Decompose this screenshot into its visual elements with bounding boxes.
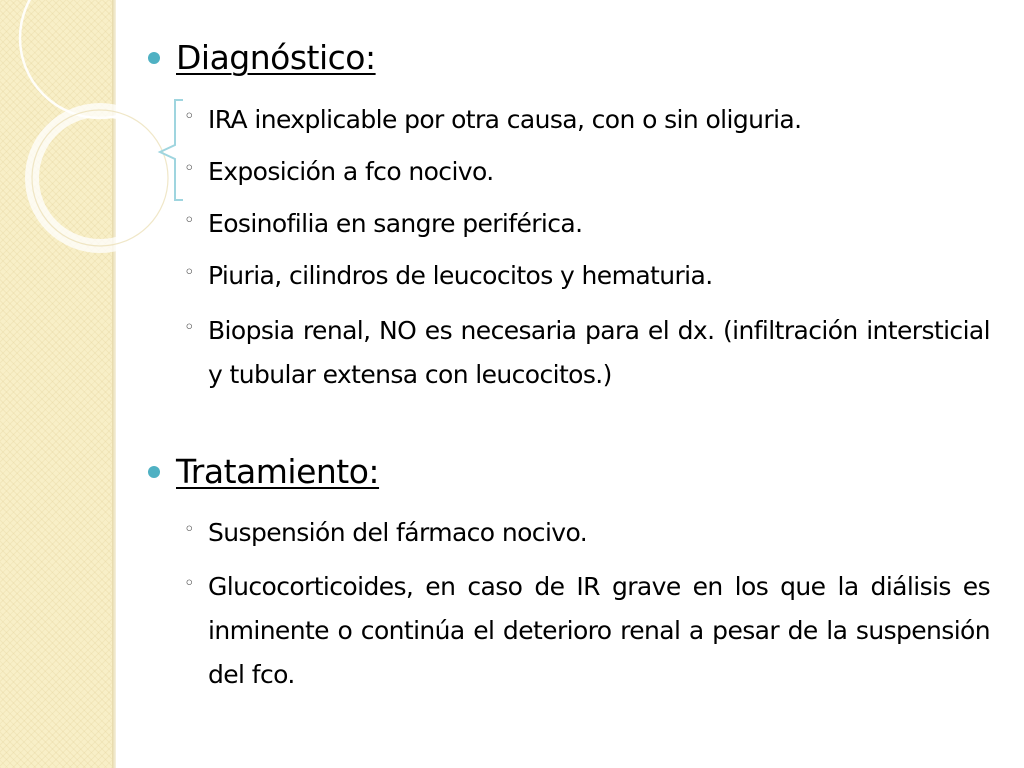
bullet-icon [148, 466, 160, 478]
section-tratamiento [148, 452, 1008, 491]
list-item [184, 150, 990, 194]
list-item-text: Biopsia renal, NO es necesaria para el dx. (infiltración intersticial y tubular extensa con leucocitos.) [208, 316, 990, 389]
list-item-text: Piuria, cilindros de leucocitos y hematuria. [208, 261, 713, 290]
section-heading: Tratamiento: [176, 452, 380, 491]
list-item [184, 202, 990, 246]
ring-bullet-icon: ◦ [184, 573, 195, 594]
list-item [184, 254, 990, 298]
list-item-text: Eosinofilia en sangre periférica. [208, 209, 583, 238]
bullet-icon [148, 52, 160, 64]
ring-bullet-icon: ◦ [184, 158, 195, 179]
ring-bullet-icon: ◦ [184, 317, 195, 338]
ring-bullet-icon: ◦ [184, 519, 195, 540]
list-item-text: IRA inexplicable por otra causa, con o sin oliguria. [208, 105, 802, 134]
ring-bullet-icon: ◦ [184, 262, 195, 283]
list-item-text: Suspensión del fármaco nocivo. [208, 518, 588, 547]
list-item [184, 98, 990, 142]
list-item-text: Exposición a fco nocivo. [208, 157, 494, 186]
list-item [184, 565, 990, 697]
section-diagnostico [148, 38, 1008, 77]
list-item-text: Glucocorticoides, en caso de IR grave en los que la diálisis es inminente o continúa el deterioro renal a pesar de la suspensión del fco. [208, 572, 990, 689]
ring-bullet-icon: ◦ [184, 106, 195, 127]
ring-bullet-icon: ◦ [184, 210, 195, 231]
section-heading: Diagnóstico: [176, 38, 376, 77]
list-item [184, 511, 990, 555]
list-item [184, 309, 990, 397]
